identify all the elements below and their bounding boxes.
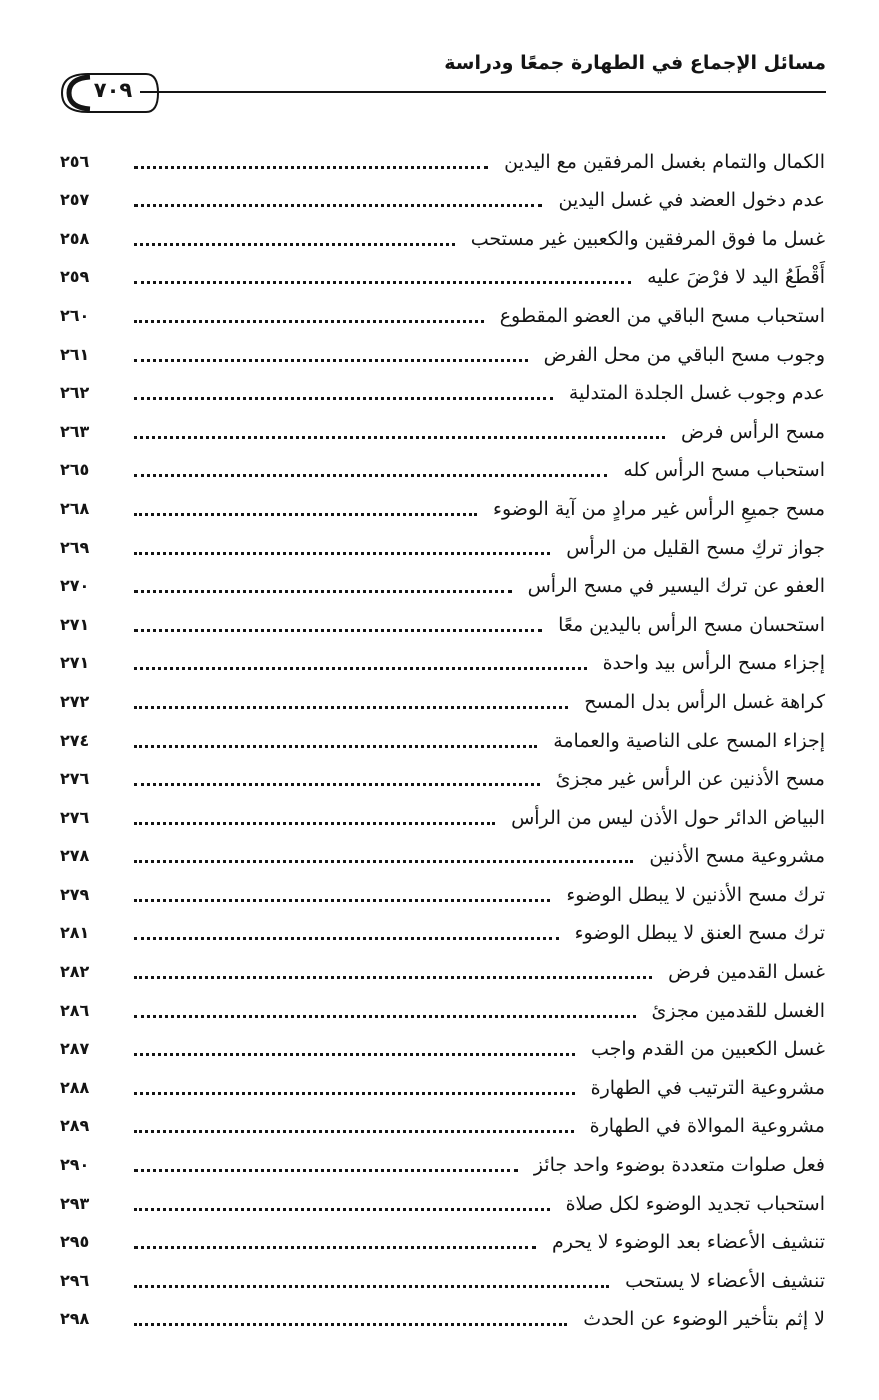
toc-entry-title: إجزاء المسح على الناصية والعمامة xyxy=(553,729,825,752)
toc-entry-page: ٢٦٠ xyxy=(60,305,90,325)
toc-entry-page: ٢٨٦ xyxy=(60,1000,90,1020)
page-number: ٧٠٩ xyxy=(93,78,133,102)
toc-entry-title: غسل الكعبين من القدم واجب xyxy=(590,1038,825,1061)
dot-leader xyxy=(134,397,553,400)
toc-entry xyxy=(60,292,825,331)
toc-entry-page: ٢٦٨ xyxy=(60,498,90,518)
dot-leader xyxy=(134,1169,518,1172)
toc-entry xyxy=(60,1103,825,1142)
toc-entry-title: عدم وجوب غسل الجلدة المتدلية xyxy=(568,382,825,405)
toc-entry-title: أَقْطَعُ اليد لا فرْضَ عليه xyxy=(647,266,825,289)
toc-entry-page: ٢٦٥ xyxy=(60,460,90,480)
toc-entry-page: ٢٨١ xyxy=(60,923,90,943)
toc-entry-title: الكمال والتمام بغسل المرفقين مع اليدين xyxy=(504,150,825,173)
toc-entry xyxy=(60,833,825,872)
dot-leader xyxy=(134,1246,536,1249)
toc-entry xyxy=(60,1026,825,1065)
dot-leader xyxy=(134,976,652,979)
toc-entry xyxy=(60,447,825,486)
toc-entry-page: ٢٦٩ xyxy=(60,537,90,557)
toc-entry-page: ٢٥٨ xyxy=(60,228,90,248)
toc-entry xyxy=(60,794,825,833)
toc-entry-page: ٢٧٢ xyxy=(60,691,90,711)
toc-entry xyxy=(60,1296,825,1335)
dot-leader xyxy=(134,706,568,709)
toc-entry-title: مشروعية الترتيب في الطهارة xyxy=(590,1076,825,1099)
toc-entry-title: إجزاء مسح الرأس بيد واحدة xyxy=(602,652,825,675)
toc-entry xyxy=(60,524,825,563)
dot-leader xyxy=(134,281,631,284)
toc-entry xyxy=(60,601,825,640)
toc-entry-title: مسح الرأس فرض xyxy=(680,420,825,443)
toc-entry xyxy=(60,756,825,795)
toc-entry xyxy=(60,138,825,177)
page-header xyxy=(0,0,879,130)
toc-entry-title: مشروعية الموالاة في الطهارة xyxy=(589,1115,825,1138)
toc-entry-page: ٢٧١ xyxy=(60,614,90,634)
dot-leader xyxy=(134,590,512,593)
toc-entry-title: غسل ما فوق المرفقين والكعبين غير مستحب xyxy=(470,227,825,250)
toc-entry-page: ٢٧٦ xyxy=(60,769,90,789)
toc-entry-title: وجوب مسح الباقي من محل الفرض xyxy=(543,343,825,366)
header-rule xyxy=(140,91,826,93)
toc-entry-page: ٢٨٩ xyxy=(60,1116,90,1136)
toc-entry xyxy=(60,485,825,524)
toc-entry-title: تنشيف الأعضاء بعد الوضوء لا يحرم xyxy=(551,1231,825,1254)
dot-leader xyxy=(134,320,484,323)
toc-entry xyxy=(60,640,825,679)
toc-entry xyxy=(60,254,825,293)
toc-entry-title: فعل صلوات متعددة بوضوء واحد جائز xyxy=(533,1154,825,1177)
toc-entry xyxy=(60,1219,825,1258)
toc-entry-title: مسح جميعِ الرأس غير مرادٍ من آية الوضوء xyxy=(493,497,825,520)
dot-leader xyxy=(134,1208,550,1211)
page-number-badge xyxy=(60,70,160,116)
toc-entry-title: مشروعية مسح الأذنين xyxy=(649,845,825,868)
toc-entry xyxy=(60,177,825,216)
toc-entry xyxy=(60,370,825,409)
toc-entry xyxy=(60,948,825,987)
toc-entry-page: ٢٧٠ xyxy=(60,576,90,596)
dot-leader xyxy=(134,629,542,632)
toc-entry xyxy=(60,1257,825,1296)
dot-leader xyxy=(134,1323,567,1326)
dot-leader xyxy=(134,937,559,940)
running-title: مسائل الإجماع في الطهارة جمعًا ودراسة xyxy=(444,52,826,74)
toc-entry-title: استحباب تجديد الوضوء لكل صلاة xyxy=(565,1192,825,1215)
toc-entry-page: ٢٩٦ xyxy=(60,1270,90,1290)
dot-leader xyxy=(134,1285,609,1288)
toc-entry-page: ٢٦٣ xyxy=(60,421,90,441)
dot-leader xyxy=(134,667,587,670)
toc-entry-title: استحباب مسح الرأس كله xyxy=(623,459,825,482)
toc-entry xyxy=(60,717,825,756)
toc-entry xyxy=(60,678,825,717)
toc-entry-title: البياض الدائر حول الأذن ليس من الرأس xyxy=(511,806,825,829)
toc-entry-title: لا إثم بتأخير الوضوء عن الحدث xyxy=(583,1308,825,1331)
toc-entry xyxy=(60,1064,825,1103)
toc-entry-page: ٢٧٦ xyxy=(60,807,90,827)
toc-entry xyxy=(60,1180,825,1219)
dot-leader xyxy=(134,359,528,362)
toc-entry-title: جواز تركِ مسح القليل من الرأس xyxy=(566,536,825,559)
toc-entry-title: استحسان مسح الرأس باليدين معًا xyxy=(558,613,825,636)
dot-leader xyxy=(134,513,477,516)
toc-entry-title: استحباب مسح الباقي من العضو المقطوع xyxy=(499,304,825,327)
toc-entry-page: ٢٧٨ xyxy=(60,846,90,866)
toc-entry-page: ٢٩٨ xyxy=(60,1309,90,1329)
dot-leader xyxy=(134,1092,575,1095)
dot-leader xyxy=(134,1053,575,1056)
dot-leader xyxy=(134,745,537,748)
toc-entry-page: ٢٥٧ xyxy=(60,190,90,210)
toc-entry-title: ترك مسح العنق لا يبطل الوضوء xyxy=(574,922,825,945)
toc-entry xyxy=(60,215,825,254)
dot-leader xyxy=(134,899,550,902)
toc-entry xyxy=(60,331,825,370)
toc-entry-page: ٢٩٥ xyxy=(60,1232,90,1252)
dot-leader xyxy=(134,822,495,825)
dot-leader xyxy=(134,860,633,863)
toc-entry-page: ٢٧١ xyxy=(60,653,90,673)
dot-leader xyxy=(134,204,542,207)
toc-entry-title: كراهة غسل الرأس بدل المسح xyxy=(584,690,825,713)
toc-entry xyxy=(60,987,825,1026)
toc-entry-title: الغسل للقدمين مجزئ xyxy=(651,999,825,1022)
toc-entry-page: ٢٦٢ xyxy=(60,383,90,403)
toc-entry-title: مسح الأذنين عن الرأس غير مجزئ xyxy=(555,768,825,791)
toc-entry-page: ٢٩٠ xyxy=(60,1155,90,1175)
toc-entry-title: تنشيف الأعضاء لا يستحب xyxy=(625,1269,825,1292)
dot-leader xyxy=(134,243,455,246)
dot-leader xyxy=(134,1130,574,1133)
toc-entry xyxy=(60,871,825,910)
dot-leader xyxy=(134,166,488,169)
toc-entry-page: ٢٩٣ xyxy=(60,1193,90,1213)
table-of-contents xyxy=(60,138,825,1334)
toc-entry-title: العفو عن ترك اليسير في مسح الرأس xyxy=(527,575,825,598)
toc-entry-title: غسل القدمين فرض xyxy=(668,961,825,984)
toc-entry-page: ٢٨٢ xyxy=(60,962,90,982)
toc-entry xyxy=(60,1141,825,1180)
toc-entry-page: ٢٨٧ xyxy=(60,1039,90,1059)
dot-leader xyxy=(134,436,665,439)
toc-entry-page: ٢٥٩ xyxy=(60,267,90,287)
toc-entry xyxy=(60,563,825,602)
toc-entry-page: ٢٦١ xyxy=(60,344,90,364)
toc-entry-title: عدم دخول العضد في غسل اليدين xyxy=(558,189,825,212)
dot-leader xyxy=(134,783,540,786)
toc-entry-page: ٢٧٤ xyxy=(60,730,90,750)
dot-leader xyxy=(134,1015,636,1018)
toc-entry-page: ٢٨٨ xyxy=(60,1077,90,1097)
toc-entry-page: ٢٥٦ xyxy=(60,151,90,171)
toc-entry xyxy=(60,910,825,949)
toc-entry-title: ترك مسح الأذنين لا يبطل الوضوء xyxy=(566,883,825,906)
toc-entry-page: ٢٧٩ xyxy=(60,884,90,904)
dot-leader xyxy=(134,552,550,555)
toc-entry xyxy=(60,408,825,447)
dot-leader xyxy=(134,474,607,477)
